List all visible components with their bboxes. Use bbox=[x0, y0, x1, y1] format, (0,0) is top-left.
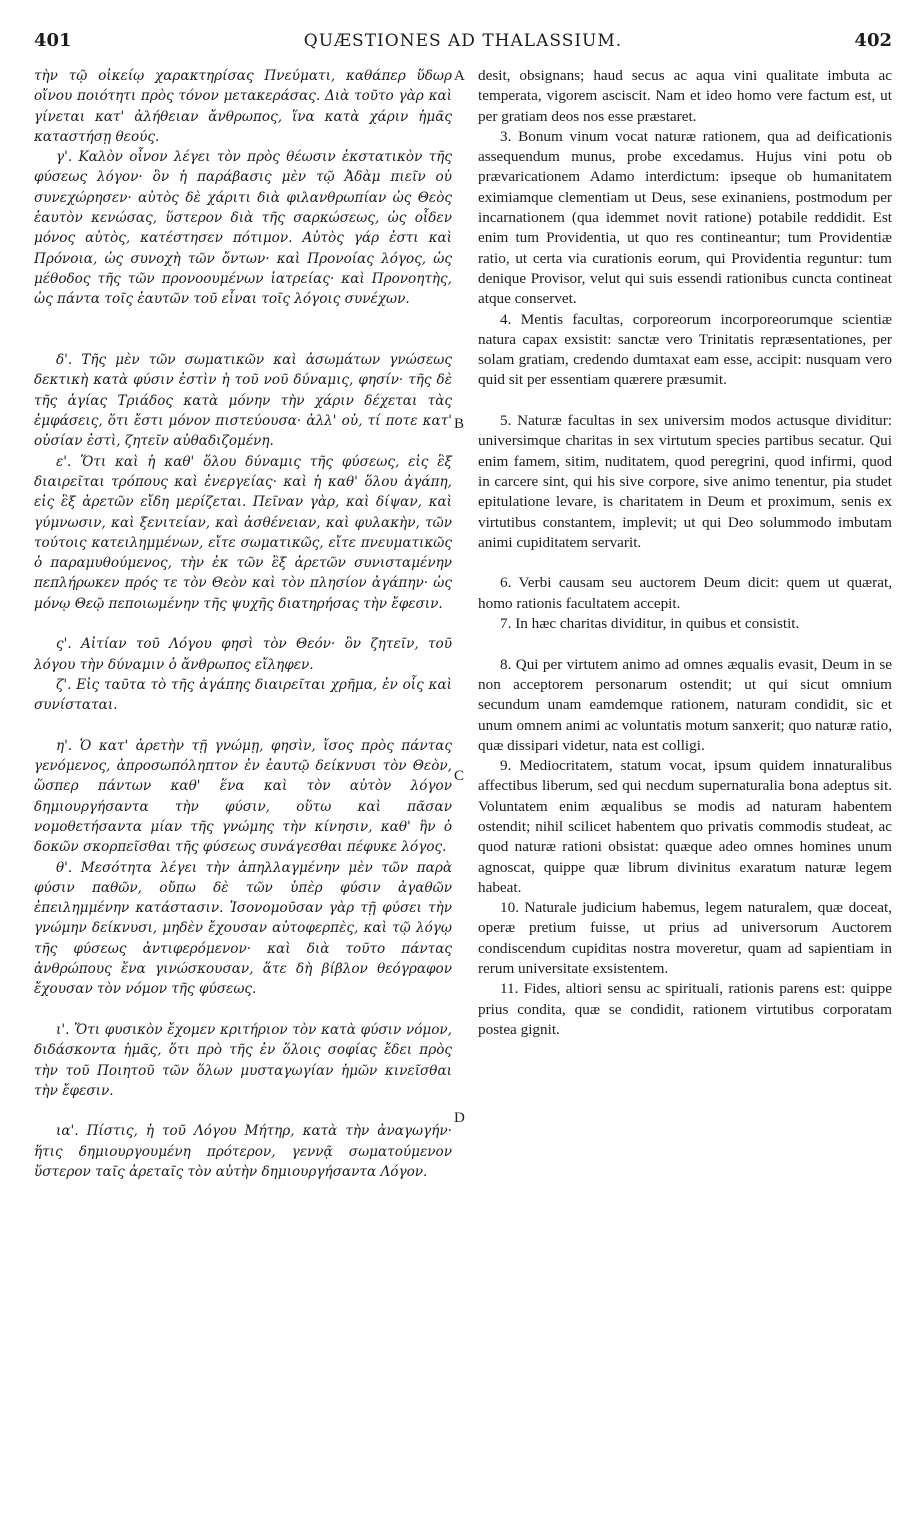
greek-paragraph-6: ς'. Αἰτίαν τοῦ Λόγου φησὶ τὸν Θεόν· ὃν ζητεῖν, τοῦ λόγου τὴν δύναμιν ὁ ἄνθρωπος εἴληφεν. bbox=[34, 636, 452, 673]
latin-paragraph-continuation: desit, obsignans; haud secus ac aqua vini qualitate imbuta ac temperata, vigorem asciscit. Nam et ideo homo vere factum est, ut per gratiam deos nos esse præstaret. bbox=[478, 67, 892, 125]
latin-paragraph-3: 3. Bonum vinum vocat naturæ rationem, qua ad deificationis assequendum munus, probe excedamus. Hujus vini potu ob prævaricationem Adamo interdictum: ipseque ob humanitatem eximiamque clementiam ut Deus, sese exinaniens, postmodum per incarnationem (qua idemmet novit ratione) potabile reddidit. Est enim tum Providentia, ut quo res contineantur; tum Providentiæ ratio, ut certa via curationis eorum, qui Providentia reguntur: tum denique Provisor, velut qui suis essendi rationibus cuncta contineat atque conservet. bbox=[478, 127, 892, 308]
page-number-left: 401 bbox=[34, 30, 72, 51]
running-title: QUÆSTIONES AD THALASSIUM. bbox=[303, 31, 623, 51]
latin-paragraph-11: 11. Fides, altiori sensu ac spirituali, rationis parens est: quippe prius condita, quæ se condidit, rationem virtutibus corporatam postea gignit. bbox=[478, 980, 892, 1038]
greek-paragraph-10: ι'. Ὅτι φυσικὸν ἔχομεν κριτήριον τὸν κατὰ φύσιν νόμον, διδάσκοντα ἡμᾶς, ὅτι πρὸ τῆς ἐν ὅλοις σοφίας ἔδει πρὸς τὴν τοῦ Ποιητοῦ τῶν ὅλων μυσταγωγίαν ἡμῶν κινεῖσθαι τὴν ἔφεσιν. bbox=[34, 1021, 452, 1099]
page-number-right: 402 bbox=[854, 30, 892, 51]
greek-paragraph-continuation: τὴν τῷ οἰκείῳ χαρακτηρίσας Πνεύματι, καθάπερ ὕδωρ οἴνου ποιότητι πρὸς τόνον μετακεράσας. Διὰ τοῦτο γὰρ καὶ γίνεται κατ' ἀλήθειαν ἄνθρωπος, ἵνα κατὰ χάριν ἡμᾶς καταστήσῃ θεούς. bbox=[34, 68, 452, 145]
greek-column bbox=[34, 66, 452, 1182]
latin-paragraph-7: 7. In hæc charitas dividitur, in quibus et consistit. bbox=[500, 615, 800, 633]
greek-paragraph-3: γ'. Καλὸν οἶνον λέγει τὸν πρὸς θέωσιν ἐκστατικὸν τῆς φύσεως λόγον· ὃν ἡ παράβασις μὲν τῷ Ἀδὰμ πιεῖν οὐ συνεχώρησεν· αὐτὸς δὲ χάριτι διὰ φιλανθρωπίαν ὡς Θεὸς ἑαυτὸν κενώσας, ὕστερον διὰ τῆς σαρκώσεως, ὡς οἶδεν μόνος αὐτὸς, κατέστησεν πότιμον. Αὐτὸς γάρ ἐστι καὶ Πρόνοια, ὡς συνοχὴ τῶν ὄντων· καὶ Προνοίας λόγος, ὡς μέθοδος τῆς τῶν προνοουμένων ἰατρείας· καὶ Προνοητὴς, ὡς πάντα τοῖς ἑαυτῶν τοῦ εἶναι τοῖς λόγοις συνέχων. bbox=[34, 149, 452, 308]
latin-paragraph-9: 9. Mediocritatem, statum vocat, ipsum quidem innaturalibus affectibus liberum, sed qui necdum supernaturalia bona adeptus sit. Voluntatem enim æqualibus se modis ad naturam habentem ostendit; nihil scilicet habentem quo privatis commodis studeat, ac quod naturæ rationi obsistat: quæque adeo omnes homines unum agnoscat, quippe quæ librum divinitus exaratum naturæ legem habeat. bbox=[478, 757, 892, 896]
latin-paragraph-10: 10. Naturale judicium habemus, legem naturalem, quæ doceat, operæ pretium fuisse, ut prius ad universorum Auctorem condiscendum cupiditas nostra moveretur, quam ad sapientiam in rerum universitate exsistentem. bbox=[478, 899, 892, 978]
latin-paragraph-4: 4. Mentis facultas, corporeorum incorporeorumque scientiæ natura capax exsistit: sanctæ vero Trinitatis repræsentationes, per solam gratiam, credendo dumtaxat eam esse, accipit: nusquam vero quid sit per essentiam quærere præsumit. bbox=[478, 310, 892, 389]
margin-marker-c: C bbox=[454, 768, 465, 784]
greek-paragraph-4: δ'. Τῆς μὲν τῶν σωματικῶν καὶ ἀσωμάτων γνώσεως δεκτικὴ κατὰ φύσιν ἐστὶν ἡ τοῦ νοῦ δύναμις, φησίν· τῆς δὲ τῆς ἁγίας Τριάδος κατὰ μόνην τὴν χάριν δέχεται τὰς ἐμφάσεις, ὅτι ἔστι μόνον πιστεύουσα· ἀλλ' οὐ, τί ποτε κατ' οὐσίαν ἐστὶ, ζητεῖν αὐθαδιζομένη. bbox=[34, 352, 452, 450]
margin-marker-d: D bbox=[454, 1110, 465, 1126]
latin-paragraph-8: 8. Qui per virtutem animo ad omnes æqualis evasit, Deum in se non acceptorem personarum ostendit; ut qui sicut omnium secundum unam eamdemque rationem, naturam condidit, sic et unum omnem animi ac voluntatis motum sanxerit; quo naturæ ratio, quæ dissipari videtur, nata est colligi. bbox=[478, 655, 892, 754]
margin-marker-a: A bbox=[454, 68, 465, 84]
greek-paragraph-8: η'. Ὁ κατ' ἀρετὴν τῇ γνώμῃ, φησὶν, ἴσος πρὸς πάντας γενόμενος, ἀπροσωπόληπτον ἐν ἑαυτῷ δείκνυσι τὸν Θεὸν, ὥσπερ πάντων καθ' ἕνα καὶ τὸν αὐτὸν λόγον δημιουργήσαντα τὴν φύσιν, οὕτω καὶ πᾶσαν νομοθετήσαντα μίαν τῆς γνώμης τὴν κίνησιν, καθ' ἣν ὁ δοκῶν σκορπεῖσθαι τῆς φύσεως συνάγεσθαι πέφυκε λόγος. bbox=[34, 737, 452, 856]
greek-paragraph-9: θ'. Μεσότητα λέγει τὴν ἀπηλλαγμένην μὲν τῶν παρὰ φύσιν παθῶν, οὔπω δὲ τῶν ὑπὲρ φύσιν ἀγαθῶν ἐπειλημμένην κατάστασιν. Ἰσονομοῦσαν γὰρ τῇ φύσει τὴν γνώμην δείκνυσι, μηδὲν ἔχουσαν αὐτοφερπὲς, καὶ τῷ λόγῳ τῆς φύσεως ἀντιφερόμενον· καὶ διὰ τοῦτο πάντας ἀνθρώπους ἕνα γινώσκουσαν, ἅτε δὴ βίβλον θεόγραφον ἔχουσαν τὸν νόμον τῆς φύσεως. bbox=[34, 859, 452, 998]
latin-paragraph-6: 6. Verbi causam seu auctorem Deum dicit: quem ut quærat, homo rationis facultatem accepit. bbox=[478, 574, 892, 612]
margin-marker-b: B bbox=[454, 416, 465, 432]
greek-paragraph-5: ε'. Ὅτι καὶ ἡ καθ' ὅλου δύναμις τῆς φύσεως, εἰς ἓξ διαιρεῖται τρόπους καὶ ἐνεργείας· καὶ ἡ καθ' ὅλου ἀγάπη, εἰς ἓξ ἀρετῶν εἴδη μερίζεται. Πεῖναν γὰρ, καὶ δίψαν, καὶ γύμνωσιν, καὶ ξενιτείαν, καὶ ἀσθένειαν, καὶ φυλακὴν, τῶν τούτοις κατειλημμένων, εἴτε σωματικῶς, εἴτε πνευματικῶς ὁ παραμυθούμενος, τὴν ἐκ τῶν ἓξ ἀρετῶν συνισταμένην πεπλήρωκεν πρός τε τὸν Θεὸν καὶ τὸν πλησίον ἀγάπην· ὡς μόνῳ Θεῷ πεποιωμένην τῆς ψυχῆς διατηρήσας τὴν ἔφεσιν. bbox=[34, 453, 452, 612]
latin-paragraph-5: 5. Naturæ facultas in sex universim modos actusque dividitur: universimque charitas in sex virtutum species partibus secatur. Qui enim famem, sitim, nuditatem, quod peregrini, quod infirmi, quod in carcere sint, qui his sive corpore, sive animo tenentur, pia studet epitulatione levare, is charitatem in Deum et proximum, senis ex virtutibus constantem, implevit; ut qui Deo solummodo imbutam animi cupiditatem servarit. bbox=[478, 412, 892, 551]
running-header bbox=[34, 30, 892, 56]
greek-paragraph-11: ια'. Πίστις, ἡ τοῦ Λόγου Μήτηρ, κατὰ τὴν ἀναγωγήν· ἥτις δημιουργουμένη πρότερον, γεννᾷ σωματούμενον ὕστερον ταῖς ἀρεταῖς τὸν αὐτὴν δημιουργήσαντα Λόγον. bbox=[34, 1123, 452, 1181]
latin-column bbox=[478, 66, 892, 1040]
greek-paragraph-7: ζ'. Εἰς ταῦτα τὸ τῆς ἀγάπης διαιρεῖται χρῆμα, ἐν οἷς καὶ συνίσταται. bbox=[34, 676, 452, 714]
